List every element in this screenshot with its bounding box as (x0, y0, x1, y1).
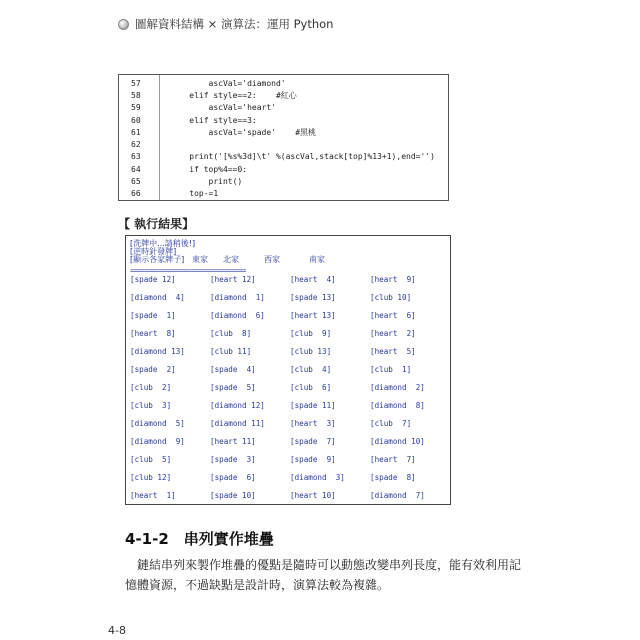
card-cell: [diamond 1] (210, 293, 265, 302)
body-paragraph-line: 憶體資源，不過缺點是設計時，演算法較為複雜。 (125, 578, 390, 592)
card-cell: [diamond 10] (370, 437, 425, 446)
card-cell: [diamond 2] (370, 383, 425, 392)
card-cell: [spade 10] (210, 491, 256, 500)
card-cell: [heart 1] (130, 491, 176, 500)
code-line (119, 151, 435, 163)
card-cell: [spade 3] (210, 455, 256, 464)
running-header (118, 16, 333, 32)
card-cell: [heart 5] (370, 347, 416, 356)
output-console (125, 235, 451, 505)
card-cell: [diamond 8] (370, 401, 425, 410)
output-message: [顯示各家牌子] (130, 255, 185, 264)
card-cell: [club 10] (370, 293, 412, 302)
line-number: 59 (131, 103, 141, 113)
code-line (119, 188, 218, 200)
line-number: 65 (131, 177, 141, 187)
card-cell: [heart 10] (290, 491, 336, 500)
code-text: print() (170, 177, 243, 187)
card-cell: [club 6] (290, 383, 332, 392)
card-cell: [diamond 5] (130, 419, 185, 428)
line-number: 66 (131, 189, 141, 199)
card-cell: [spade 5] (210, 383, 256, 392)
line-number: 61 (131, 127, 141, 137)
card-cell: [club 13] (290, 347, 332, 356)
code-text: ascVal='diamond' (170, 78, 286, 88)
column-header: 南家 (309, 255, 325, 264)
code-line (119, 126, 316, 138)
bullet-circle-icon (118, 19, 129, 30)
code-text: if top%4==0: (170, 164, 248, 174)
page-number: 4-8 (108, 624, 126, 637)
card-cell: [diamond 13] (130, 347, 185, 356)
column-header: 東家 (192, 255, 208, 264)
card-cell: [spade 9] (290, 455, 336, 464)
card-cell: [spade 13] (290, 293, 336, 302)
card-cell: [spade 8] (370, 473, 416, 482)
card-cell: [club 2] (130, 383, 172, 392)
card-cell: [heart 6] (370, 311, 416, 320)
card-cell: [spade 12] (130, 275, 176, 284)
output-message: [逆時針發牌] (130, 247, 177, 256)
code-text: ascVal='spade' #黑桃 (170, 127, 317, 137)
card-cell: [heart 13] (290, 311, 336, 320)
card-cell: [heart 7] (370, 455, 416, 464)
card-cell: [diamond 11] (210, 419, 265, 428)
card-cell: [spade 2] (130, 365, 176, 374)
card-cell: [club 8] (210, 329, 252, 338)
card-cell: [heart 3] (290, 419, 336, 428)
line-number: 58 (131, 90, 141, 100)
code-line (119, 175, 242, 187)
card-cell: [heart 8] (130, 329, 176, 338)
card-cell: [diamond 6] (210, 311, 265, 320)
card-cell: [club 5] (130, 455, 172, 464)
line-number: 57 (131, 78, 141, 88)
code-line (119, 163, 247, 175)
card-cell: [heart 2] (370, 329, 416, 338)
body-paragraph-line: 鏈結串列來製作堆疊的優點是隨時可以動態改變串列長度，能有效利用記 (125, 558, 522, 572)
card-cell: [heart 9] (370, 275, 416, 284)
code-text: ascVal='heart' (170, 103, 276, 113)
code-line (119, 139, 170, 151)
card-cell: [diamond 3] (290, 473, 345, 482)
code-listing (118, 74, 449, 201)
code-line (119, 102, 276, 114)
column-header: 北家 (223, 255, 239, 264)
code-text: elif style==2: #紅心 (170, 90, 297, 100)
line-number: 60 (131, 115, 141, 125)
separator-line: ================================ (130, 267, 246, 275)
card-cell: [club 12] (130, 473, 172, 482)
line-number: 62 (131, 140, 141, 150)
card-cell: [diamond 4] (130, 293, 185, 302)
code-text: print('[%s%3d]\t' %(ascVal,stack[top]%13+1),end='') (170, 152, 435, 162)
code-text: elif style==3: (170, 115, 257, 125)
card-cell: [diamond 9] (130, 437, 185, 446)
line-number: 63 (131, 152, 141, 162)
card-cell: [spade 1] (130, 311, 176, 320)
card-cell: [diamond 7] (370, 491, 425, 500)
card-cell: [spade 6] (210, 473, 256, 482)
output-message: [洗牌中...請稍後!] (130, 239, 196, 248)
card-cell: [club 9] (290, 329, 332, 338)
card-cell: [club 11] (210, 347, 252, 356)
line-number: 64 (131, 164, 141, 174)
card-cell: [diamond 12] (210, 401, 265, 410)
card-cell: [club 4] (290, 365, 332, 374)
card-cell: [spade 4] (210, 365, 256, 374)
code-line (119, 77, 286, 89)
card-cell: [spade 11] (290, 401, 336, 410)
code-line (119, 89, 297, 101)
column-header: 西家 (264, 255, 280, 264)
section-title: 4-1-2 串列實作堆疊 (125, 530, 274, 548)
book-title: 圖解資料結構 × 演算法：運用 Python (135, 17, 334, 31)
card-cell: [club 3] (130, 401, 172, 410)
card-cell: [heart 12] (210, 275, 256, 284)
card-cell: [heart 4] (290, 275, 336, 284)
card-cell: [club 1] (370, 365, 412, 374)
card-cell: [heart 11] (210, 437, 256, 446)
result-heading: 【 執行結果】 (118, 217, 195, 231)
card-cell: [club 7] (370, 419, 412, 428)
code-text: top-=1 (170, 189, 219, 199)
card-cell: [spade 7] (290, 437, 336, 446)
code-line (119, 114, 257, 126)
